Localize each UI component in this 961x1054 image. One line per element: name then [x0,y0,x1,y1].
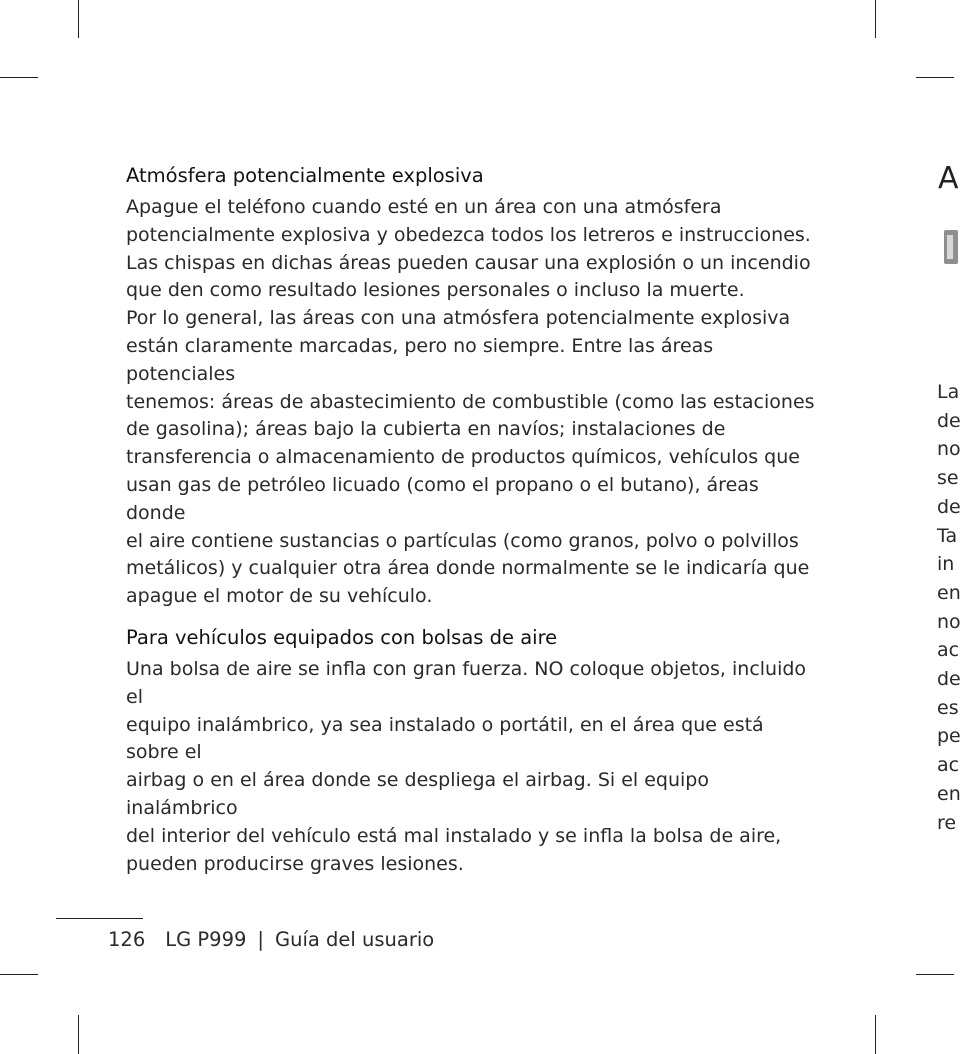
explosive-atmosphere-paragraph [126,194,816,611]
crop-mark-top-left-vertical [78,0,79,38]
airbag-paragraph [126,656,816,878]
footer-rule [56,918,143,919]
next-page-line-start: pe [937,725,961,748]
crop-mark-bottom-right-vertical [875,1015,876,1054]
paragraph-line: Por lo general, las áreas con una atmósfera potencialmente explosiva [126,307,791,330]
page-number: 126 [108,928,146,951]
next-page-line-start: no [937,438,961,461]
section-heading-explosive-atmosphere: Atmósfera potencialmente explosiva [126,164,484,187]
paragraph-line: el aire contiene sustancias o partículas (como granos, polvo o polvillos [126,529,799,552]
next-page-line-start: en [937,782,961,805]
crop-mark-bottom-left-vertical [78,1015,79,1054]
next-page-line-start: Ta [937,524,958,547]
paragraph-line: usan gas de petróleo licuado (como el propano o el butano), áreas donde [126,473,759,524]
footer-separator: | [257,928,264,951]
crop-mark-top-left-horizontal [0,77,38,78]
page-footer [108,927,434,953]
next-page-line-start: re [937,811,957,834]
paragraph-line: que den como resultado lesiones personales o incluso la muerte. [126,279,745,302]
guide-title: Guía del usuario [274,928,435,951]
crop-mark-top-right-vertical [875,0,876,38]
section-heading-airbag-vehicles: Para vehículos equipados con bolsas de aire [126,625,558,649]
next-page-line-start: no [937,610,961,633]
next-page-line-start: se [937,467,959,490]
paragraph-line: Apague el teléfono cuando esté en un área con una atmósfera [126,196,722,218]
next-page-text-fragment [937,378,961,837]
crop-mark-bottom-right-horizontal [916,974,954,975]
paragraph-line: transferencia o almacenamiento de productos químicos, vehículos que [126,446,800,469]
paragraph-line: potencialmente explosiva y obedezca todos los letreros e instrucciones. [126,223,811,246]
paragraph-line: Las chispas en dichas áreas pueden causar una explosión o un incendio [126,251,811,274]
next-page-line-start: ac [937,639,960,662]
next-page-line-start: de [937,668,961,691]
next-page-line-start: de [937,495,961,518]
paragraph-line: tenemos: áreas de abastecimiento de combustible (como las estaciones [126,390,815,413]
paragraph-line: apague el motor de su vehículo. [126,585,433,608]
paragraph-line: metálicos) y cualquier otra área donde normalmente se le indicaría que [126,557,810,580]
next-page-line-start: La [937,381,960,403]
paragraph-line: pueden producirse graves lesiones. [126,852,464,875]
next-page-heading-fragment: A [938,161,959,196]
paragraph-line: están claramente marcadas, pero no siempre. Entre las áreas potenciales [126,334,714,385]
crop-mark-bottom-left-horizontal [0,974,38,975]
next-page-line-start: ac [937,754,960,777]
paragraph-line: Una bolsa de aire se infla con gran fuerza. NO coloque objetos, incluido el [126,657,807,708]
paragraph-line: airbag o en el área donde se despliega el airbag. Si el equipo inalámbrico [126,769,709,819]
paragraph-line: equipo inalámbrico, ya sea instalado o portátil, en el área que está sobre el [126,713,764,764]
next-page-line-start: en [937,581,961,604]
next-page-line-start: de [937,409,961,432]
page-content [126,162,816,878]
model-name: LG P999 [165,928,247,951]
paragraph-line: de gasolina); áreas bajo la cubierta en navíos; instalaciones de [126,418,726,441]
next-page-line-start: in [937,553,955,576]
warning-sign-icon [944,230,958,264]
crop-mark-top-right-horizontal [916,77,954,78]
next-page-line-start: es [937,696,959,719]
paragraph-line: del interior del vehículo está mal instalado y se infla la bolsa de aire, [126,824,782,847]
